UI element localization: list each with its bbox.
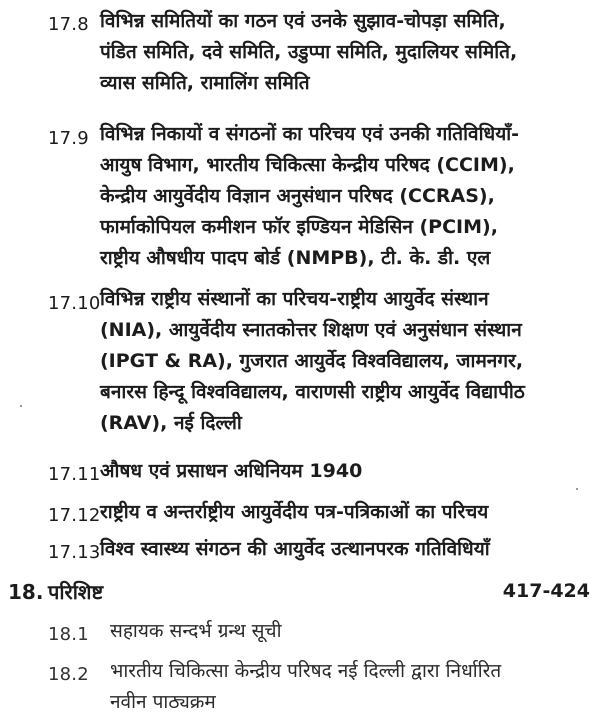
entry-number: 18.1 [48,624,89,645]
entry-line: विभिन्न समितियों का गठन एवं उनके सुझाव-चोपड़ा समिति, [100,10,506,32]
scan-speck [576,488,578,490]
entry-line: विश्व स्वास्थ्य संगठन की आयुर्वेद उत्थानपरक गतिविधियाँ [100,538,490,560]
entry-line: भारतीय चिकित्सा केन्द्रीय परिषद नई दिल्ली द्वारा निर्धारित [110,660,502,682]
entry-line: केन्द्रीय आयुर्वेदीय विज्ञान अनुसंधान परिषद (CCRAS), [100,185,495,207]
entry-text [110,656,501,718]
entry-number: 17.8 [48,14,89,35]
entry-line: आयुष विभाग, भारतीय चिकित्सा केन्द्रीय परिषद (CCIM), [100,154,515,176]
entry-number: 17.9 [48,128,89,149]
entry-line: व्यास समिति, रामालिंग समिति [100,72,310,94]
entry-text [110,616,282,647]
entry-line: सहायक सन्दर्भ ग्रन्थ सूची [110,620,282,642]
entry-line: राष्ट्रीय व अन्तर्राष्ट्रीय आयुर्वेदीय पत्र-पत्रिकाओं का परिचय [100,501,489,523]
entry-line: औषध एवं प्रसाधन अधिनियम 1940 [100,460,363,482]
entry-number: 17.12 [48,505,101,526]
entry-line: विभिन्न राष्ट्रीय संस्थानों का परिचय-राष्ट्रीय आयुर्वेद संस्थान [100,288,489,310]
scan-speck [20,405,22,407]
entry-text [100,497,488,528]
section-number: 18. [8,580,44,604]
entry-number: 18.2 [48,664,89,685]
entry-line: (RAV), नई दिल्ली [100,412,242,434]
entry-line: विभिन्न निकायों व संगठनों का परिचय एवं उनकी गतिविधियाँ- [100,123,520,145]
section-page-range: 417-424 [502,580,590,602]
entry-line: पंडित समिति, दवे समिति, उडुप्पा समिति, मुदालियर समिति, [100,41,518,63]
entry-line: राष्ट्रीय औषधीय पादप बोर्ड (NMPB), टी. के. डी. एल [100,247,491,269]
entry-number: 17.13 [48,542,101,563]
entry-text [100,284,525,439]
entry-text [100,119,519,274]
entry-text [100,534,490,565]
entry-text [100,456,362,487]
entry-line: (IPGT & RA), गुजरात आयुर्वेद विश्वविद्यालय, जामनगर, [100,350,524,372]
entry-text [100,6,517,99]
entry-line: नवीन पाठ्यक्रम [110,691,216,713]
entry-number: 17.11 [48,464,101,485]
entry-line: (NIA), आयुर्वेदीय स्नातकोत्तर शिक्षण एवं अनुसंधान संस्थान [100,319,522,341]
entry-number: 17.10 [48,293,101,314]
entry-line: बनारस हिन्दू विश्वविद्यालय, वाराणसी राष्ट्रीय आयुर्वेद विद्यापीठ [100,381,525,403]
section-title: परिशिष्ट [48,580,104,604]
entry-line: फार्माकोपियल कमीशन फॉर इण्डियन मेडिसिन (PCIM), [100,216,498,238]
